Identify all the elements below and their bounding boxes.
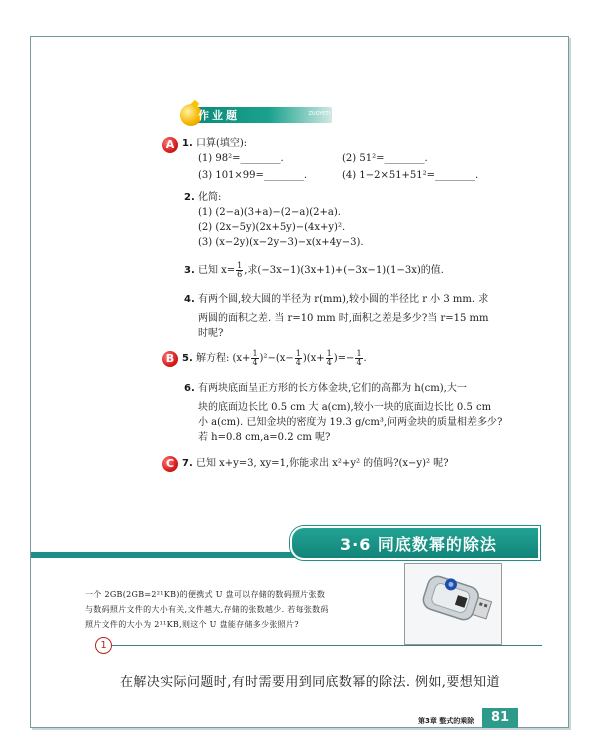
exercise-6-line-3: 小 a(cm). 已知金块的密度为 19.3 g/cm³,问两金块的质量相差多少? bbox=[198, 417, 503, 428]
exercise-4-number: 4. bbox=[184, 294, 195, 305]
exercise-5 bbox=[182, 350, 367, 367]
exercise-5-fraction-rhs bbox=[355, 350, 362, 367]
intro-line-3: 照片文件的大小为 2¹¹KB,则这个 U 盘能存储多少张照片? bbox=[85, 620, 299, 629]
exercise-1-head: 口算(填空): bbox=[195, 138, 248, 149]
exercise-6 bbox=[184, 381, 467, 397]
level-a-badge-icon: A bbox=[162, 137, 178, 153]
section-strip bbox=[31, 552, 299, 558]
exercise-5-part-1: (x+ bbox=[232, 353, 251, 364]
exercise-7-number: 7. bbox=[182, 458, 193, 469]
footer-chapter: 第3章 整式的乘除 bbox=[418, 717, 475, 725]
exercise-6-line-1: 有两块底面呈正方形的长方体金块,它们的高都为 h(cm),大一 bbox=[197, 383, 467, 394]
exercise-5-part-4: )= bbox=[333, 353, 347, 364]
fraction-denominator: 4 bbox=[356, 358, 362, 367]
exercise-3-post: ,求(−3x−1)(3x+1)+(−3x−1)(1−3x)的值. bbox=[244, 265, 444, 276]
page-number: 81 bbox=[482, 708, 518, 728]
intro-line-2: 与数码照片文件的大小有关,文件越大,存储的张数越少. 若每张数码 bbox=[85, 605, 329, 614]
divider-rule bbox=[112, 645, 542, 646]
exercise-1-item-1: (1) 98²=________. bbox=[198, 153, 284, 164]
exercise-7-text: 已知 x+y=3, xy=1,你能求出 x²+y² 的值吗?(x−y)² 呢? bbox=[195, 458, 449, 469]
exercise-5-head: 解方程: bbox=[195, 353, 230, 364]
exercise-2-number: 2. bbox=[184, 192, 195, 203]
body-text: 在解决实际问题时,有时需要用到同底数幂的除法. 例如,要想知道 bbox=[120, 675, 500, 690]
exercise-1-item-3: (3) 101×99=________. bbox=[198, 170, 308, 181]
exercise-3-fraction bbox=[236, 262, 243, 279]
homework-subtitle: ZUOYETI bbox=[308, 111, 330, 117]
usb-drive-image bbox=[404, 563, 502, 645]
exercise-4-line-3: 时呢? bbox=[198, 328, 224, 339]
fraction-numerator: 1 bbox=[356, 349, 362, 358]
fraction-numerator: 1 bbox=[326, 349, 332, 358]
exercise-4-line-1: 有两个圆,较大圆的半径为 r(mm),较小圆的半径比 r 小 3 mm. 求 bbox=[197, 294, 489, 305]
fraction-denominator: 4 bbox=[252, 358, 258, 367]
exercise-5-fraction-3 bbox=[326, 350, 333, 367]
exercise-5-end: . bbox=[363, 353, 367, 364]
fraction-numerator: 1 bbox=[295, 349, 301, 358]
exercise-5-fraction-2 bbox=[295, 350, 302, 367]
exercise-6-number: 6. bbox=[184, 383, 195, 394]
exercise-1-number: 1. bbox=[182, 138, 193, 149]
level-c-badge-icon: C bbox=[162, 456, 178, 472]
exercise-5-part-2: )²−(x− bbox=[259, 353, 294, 364]
exercise-1 bbox=[182, 136, 247, 152]
fraction-denominator: 4 bbox=[295, 358, 301, 367]
fraction-denominator: 6 bbox=[237, 270, 243, 279]
exercise-5-part-3: )(x+ bbox=[302, 353, 325, 364]
exercise-5-number: 5. bbox=[182, 353, 193, 364]
fraction-numerator: 1 bbox=[252, 349, 258, 358]
exercise-4 bbox=[184, 292, 488, 308]
exercise-1-item-4: (4) 1−2×51+51²=________. bbox=[342, 170, 479, 181]
usb-drive-icon bbox=[405, 564, 501, 644]
exercise-2 bbox=[184, 190, 221, 206]
exercise-6-line-4: 若 h=0.8 cm,a=0.2 cm 呢? bbox=[198, 432, 331, 443]
exercise-2-item-3: (3) (x−2y)(x−2y−3)−x(x+4y−3). bbox=[198, 237, 364, 248]
marker-number: 1 bbox=[95, 637, 112, 654]
exercise-5-rhs-sign: − bbox=[346, 353, 355, 364]
fraction-denominator: 4 bbox=[326, 358, 332, 367]
exercise-3-pre: 已知 x= bbox=[197, 265, 236, 276]
fraction-numerator: 1 bbox=[237, 261, 243, 270]
section-title: 3·6 同底数幂的除法 bbox=[340, 535, 497, 554]
homework-header bbox=[180, 104, 332, 126]
exercise-2-item-2: (2) (2x−5y)(2x+5y)−(4x+y)². bbox=[198, 222, 346, 233]
exercise-3 bbox=[184, 262, 444, 279]
intro-line-1: 一个 2GB(2GB=2²¹KB)的便携式 U 盘可以存储的数码照片张数 bbox=[85, 590, 326, 599]
exercise-7 bbox=[182, 456, 449, 472]
exercise-6-line-2: 块的底面边长比 0.5 cm 大 a(cm),较小一块的底面边长比 0.5 cm bbox=[198, 402, 492, 413]
intro-paragraph bbox=[85, 587, 395, 632]
exercise-3-number: 3. bbox=[184, 265, 195, 276]
exercise-2-item-1: (1) (2−a)(3+a)−(2−a)(2+a). bbox=[198, 207, 341, 218]
exercise-5-fraction-1 bbox=[251, 350, 258, 367]
exercise-2-head: 化简: bbox=[197, 192, 222, 203]
homework-title: 作业题 bbox=[198, 109, 240, 122]
exercise-1-item-2: (2) 51²=________. bbox=[342, 153, 428, 164]
level-b-badge-icon: B bbox=[162, 351, 178, 367]
exercise-4-line-2: 两圆的面积之差. 当 r=10 mm 时,面积之差是多少?当 r=15 mm bbox=[198, 313, 489, 324]
